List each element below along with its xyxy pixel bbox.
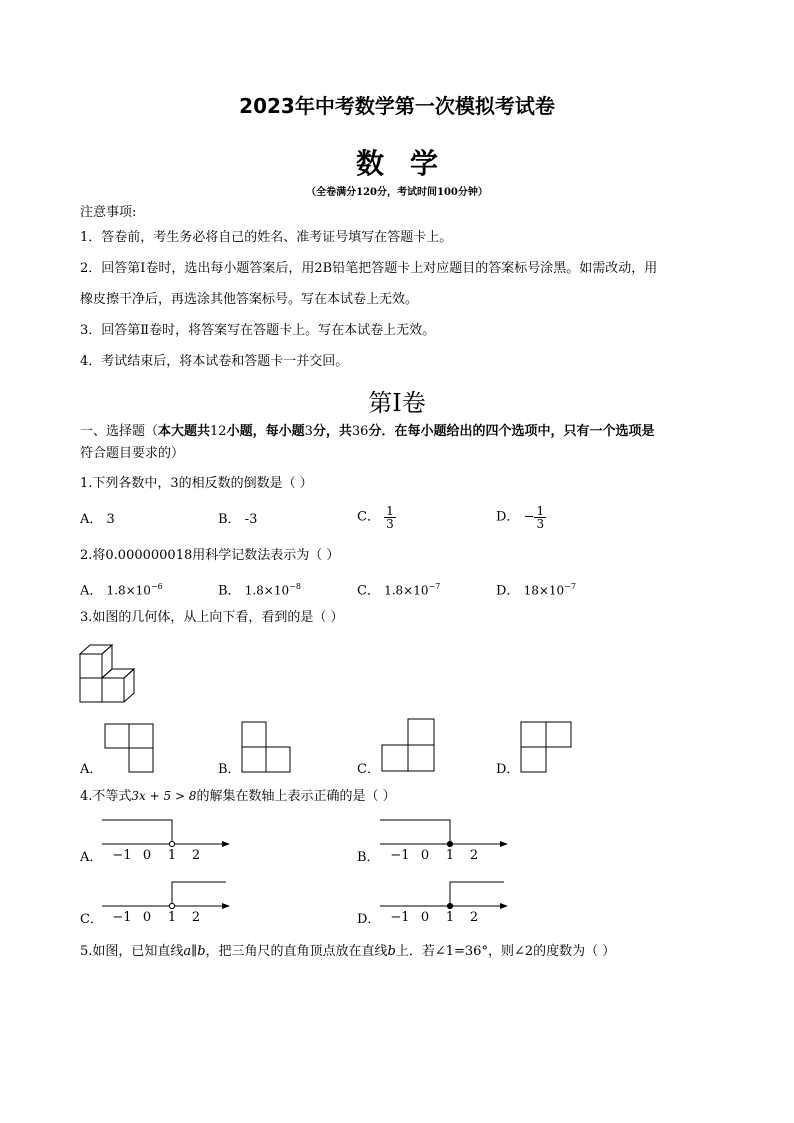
svg-text:2: 2: [191, 848, 201, 863]
q1-option-b: B． -3: [218, 512, 258, 527]
q3-stem: 3.如图的几何体，从上向下看，看到的是（ ）: [80, 610, 344, 625]
q2-option-a: A． $1.8\times 10^{-6}$: [80, 582, 163, 599]
q1-option-d: D． − $\frac{1}{3}$: [496, 504, 545, 531]
section1-heading: 一、选择题（本大题共12小题，每小题3分，共36分．在每小题给出的四个选项中，只有一个选项是: [80, 424, 655, 439]
notice-item-1: 1．答卷前，考生务必将自己的姓名、准考证号填写在答题卡上。: [80, 230, 453, 245]
q3-option-c-label: C．: [357, 762, 380, 777]
svg-text:0: 0: [142, 910, 152, 925]
notice-item-3: 3．回答第Ⅱ卷时，将答案写在答题卡上。写在本试卷上无效。: [80, 323, 436, 338]
svg-text:0: 0: [420, 848, 430, 863]
q4-option-a-numberline: [100, 815, 232, 863]
q4-option-b-label: B．: [357, 850, 380, 865]
exam-title: 2023年中考数学第一次模拟考试卷: [239, 94, 555, 118]
q4-option-c-label: C．: [80, 912, 103, 927]
q3-option-b-figure: [241, 720, 291, 773]
q2-option-c: C． $1.8\times 10^{-7}$: [357, 582, 441, 599]
svg-text:−1: −1: [112, 848, 132, 863]
svg-text:−1: −1: [390, 848, 410, 863]
q4-option-c-numberline: [100, 877, 232, 925]
q3-option-d-label: D．: [496, 762, 520, 777]
exam-info: （全卷满分120分，考试时间100分钟）: [306, 187, 488, 198]
q4-option-d-numberline: [378, 877, 510, 925]
notice-item-2-cont: 橡皮擦干净后，再选涂其他答案标号。写在本试卷上无效。: [80, 292, 419, 307]
volume-title: 第Ⅰ卷: [368, 389, 426, 417]
q2-option-b: B． $1.8\times 10^{-8}$: [218, 582, 301, 599]
svg-text:2: 2: [191, 910, 201, 925]
q1-option-c: C． $\frac{1}{3}$: [357, 504, 394, 531]
q1-c-fraction: $\frac{1}{3}$: [386, 504, 394, 531]
q3-option-b-label: B．: [218, 762, 241, 777]
q4-option-d-label: D．: [357, 912, 381, 927]
q3-option-c-figure: [381, 718, 436, 773]
notice-item-4: 4．考试结束后，将本试卷和答题卡一并交回。: [80, 354, 349, 369]
q2-option-d: D． $18\times 10^{-7}$: [496, 582, 576, 599]
section1-heading-line2: 符合题目要求的）: [80, 446, 185, 461]
q3-option-d-figure: [520, 721, 573, 773]
q3-option-a-figure: [104, 723, 154, 773]
q1-d-fraction: $\frac{1}{3}$: [536, 504, 545, 531]
q4-stem: 4.不等式3x + 5 > 8的解集在数轴上表示正确的是（ ）: [80, 789, 396, 804]
q4-inequality: 3x + 5 > 8: [131, 789, 197, 803]
q2-stem: 2.将0.000000018用科学记数法表示为（ ）: [80, 548, 340, 563]
svg-text:0: 0: [420, 910, 430, 925]
notice-item-2: 2．回答第Ⅰ卷时，选出每小题答案后，用2B铅笔把答题卡上对应题目的答案标号涂黑。如需改动，用: [80, 261, 658, 276]
q5-stem: 5.如图，已知直线a∥b，把三角尺的直角顶点放在直线b上．若∠1=36°，则∠2的度数为（ ）: [80, 944, 616, 959]
subject-title: 数学: [355, 147, 464, 180]
q1-option-a: A． 3: [80, 512, 115, 527]
svg-text:0: 0: [142, 848, 152, 863]
svg-text:−1: −1: [390, 910, 410, 925]
q3-option-a-label: A．: [80, 762, 103, 777]
q3-solid-figure: [78, 642, 138, 706]
svg-text:2: 2: [469, 910, 479, 925]
svg-text:1: 1: [445, 910, 455, 925]
svg-text:1: 1: [167, 910, 177, 925]
svg-text:1: 1: [445, 848, 455, 863]
svg-text:1: 1: [167, 848, 177, 863]
notice-heading: 注意事项:: [80, 205, 137, 220]
q4-option-b-numberline: [378, 815, 510, 863]
q4-option-a-label: A．: [80, 850, 103, 865]
svg-text:−1: −1: [112, 910, 132, 925]
q1-stem: 1.下列各数中，3的相反数的倒数是（ ）: [80, 476, 313, 491]
svg-text:2: 2: [469, 848, 479, 863]
